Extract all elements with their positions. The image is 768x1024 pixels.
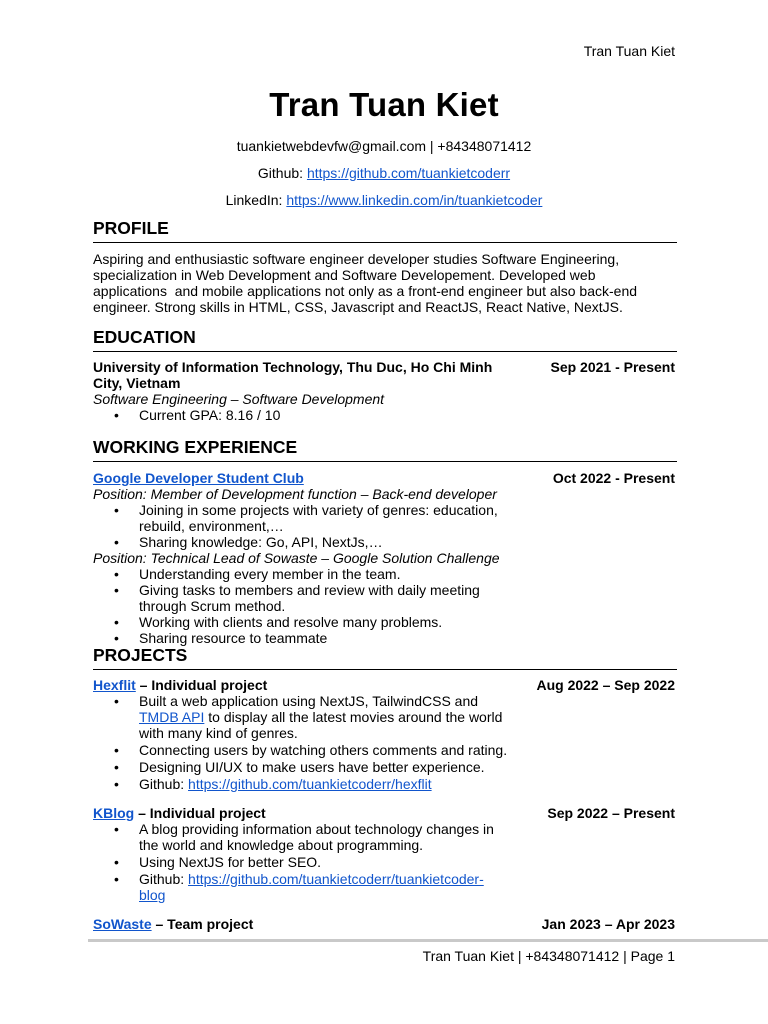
project-sowaste: [93, 916, 675, 932]
github-link[interactable]: https://github.com/tuankietcoderr: [306, 165, 511, 181]
project-hexflit: [93, 677, 675, 792]
profile-heading: PROFILE: [93, 218, 677, 243]
list-item: • Using NextJS for better SEO.: [93, 854, 675, 870]
list-item: • Connecting users by watching others comments and rating.: [93, 742, 675, 758]
profile-line: specialization in Web Development and Software Developement. Developed web: [93, 267, 596, 283]
contact-github-label: Github:: [257, 165, 307, 181]
list-item-line: through Scrum method.: [139, 598, 286, 614]
hexflit-link[interactable]: Hexflit: [93, 677, 136, 693]
position-2-list: [93, 566, 675, 646]
profile-line: Aspiring and enthusiastic software engineer developer studies Software Engineering,: [93, 251, 620, 267]
education-block: [93, 359, 675, 423]
contact-linkedin: [0, 192, 768, 208]
project-kblog: [93, 805, 675, 903]
projects-heading: PROJECTS: [93, 645, 677, 670]
profile-line: engineer. Strong skills in HTML, CSS, Javascript and ReactJS, React Native, NextJS.: [93, 299, 623, 315]
list-item: • Current GPA: 8.16 / 10: [93, 407, 675, 423]
position-2: Position: Technical Lead of Sowaste – Google Solution Challenge: [93, 550, 500, 566]
experience-block: [93, 470, 675, 646]
list-item-line: with many kind of genres.: [139, 725, 298, 741]
contact-email-phone: tuankietwebdevfw@gmail.com | +84348071412: [236, 138, 532, 154]
github-label: Github:: [139, 776, 189, 792]
list-item-line: [139, 709, 675, 725]
list-item-line: rebuild, environment,…: [139, 518, 284, 534]
hexflit-github-link[interactable]: https://github.com/tuankietcoderr/hexflit: [188, 776, 432, 792]
kblog-list: [93, 821, 675, 903]
position-1-list: [93, 502, 675, 550]
position-1: Position: Member of Development function – Back-end developer: [93, 486, 497, 502]
project-kind: – Individual project: [134, 805, 266, 821]
linkedin-link[interactable]: https://www.linkedin.com/in/tuankietcoder: [286, 192, 543, 208]
school-name: [93, 359, 492, 391]
contact-linkedin-label: LinkedIn:: [225, 192, 287, 208]
list-item-line: • Joining in some projects with variety of genres: education,: [139, 502, 498, 518]
experience-heading: WORKING EXPERIENCE: [93, 437, 677, 462]
list-item: • Working with clients and resolve many problems.: [93, 614, 675, 630]
list-item: • Sharing knowledge: Go, API, NextJs,…: [93, 534, 675, 550]
education-date: Sep 2021 - Present: [550, 359, 675, 375]
profile-text: [93, 251, 675, 315]
kblog-github-link[interactable]: https://github.com/tuankietcoderr/tuankietcoder-: [188, 871, 484, 887]
school-name-line: University of Information Technology, Thu Duc, Ho Chi Minh: [93, 359, 493, 375]
list-item: [93, 582, 675, 614]
list-item-line: the world and knowledge about programming.: [139, 837, 424, 853]
list-item-line: • Giving tasks to members and review with daily meeting: [139, 582, 480, 598]
list-item: [93, 693, 675, 741]
hexflit-list: [93, 693, 675, 792]
project-title: [93, 916, 253, 932]
contact-github: [0, 165, 768, 181]
list-item-text: to display all the latest movies around the world: [204, 709, 503, 725]
list-item: [93, 776, 675, 792]
github-label: Github:: [139, 871, 189, 887]
experience-date: Oct 2022 - Present: [552, 470, 675, 486]
education-heading: EDUCATION: [93, 327, 677, 352]
page-footer: Tran Tuan Kiet | +84348071412 | Page 1: [422, 948, 675, 964]
gdsc-link[interactable]: Google Developer Student Club: [93, 470, 304, 486]
list-item: • Designing UI/UX to make users have better experience.: [93, 759, 675, 775]
kblog-github-link-cont[interactable]: blog: [139, 887, 166, 903]
list-item-line: • A blog providing information about technology changes in: [139, 821, 494, 837]
list-item: • Understanding every member in the team.: [93, 566, 675, 582]
list-item: [93, 871, 675, 903]
list-item: [93, 821, 675, 853]
project-title: [93, 677, 267, 693]
education-list: [93, 407, 675, 423]
project-date: Sep 2022 – Present: [547, 805, 675, 821]
footer-divider: [88, 939, 768, 942]
sowaste-link[interactable]: SoWaste: [93, 916, 152, 932]
list-item-line: [139, 871, 675, 887]
page-title: Tran Tuan Kiet: [269, 86, 499, 123]
profile-line: applications and mobile applications not only as a front-end engineer but also back-end: [93, 283, 638, 299]
project-kind: – Team project: [151, 916, 254, 932]
list-item: [93, 502, 559, 534]
project-kind: – Individual project: [135, 677, 268, 693]
list-item-line: • Built a web application using NextJS, TailwindCSS and: [139, 693, 479, 709]
project-date: Jan 2023 – Apr 2023: [541, 916, 675, 932]
kblog-link[interactable]: KBlog: [93, 805, 135, 821]
running-header-name: Tran Tuan Kiet: [583, 43, 675, 59]
education-major: Software Engineering – Software Development: [93, 391, 385, 407]
school-name-line: City, Vietnam: [93, 375, 181, 391]
tmdb-api-link[interactable]: TMDB API: [139, 709, 205, 725]
list-item: • Sharing resource to teammate: [93, 630, 675, 646]
project-title: [93, 805, 266, 821]
project-date: Aug 2022 – Sep 2022: [536, 677, 675, 693]
